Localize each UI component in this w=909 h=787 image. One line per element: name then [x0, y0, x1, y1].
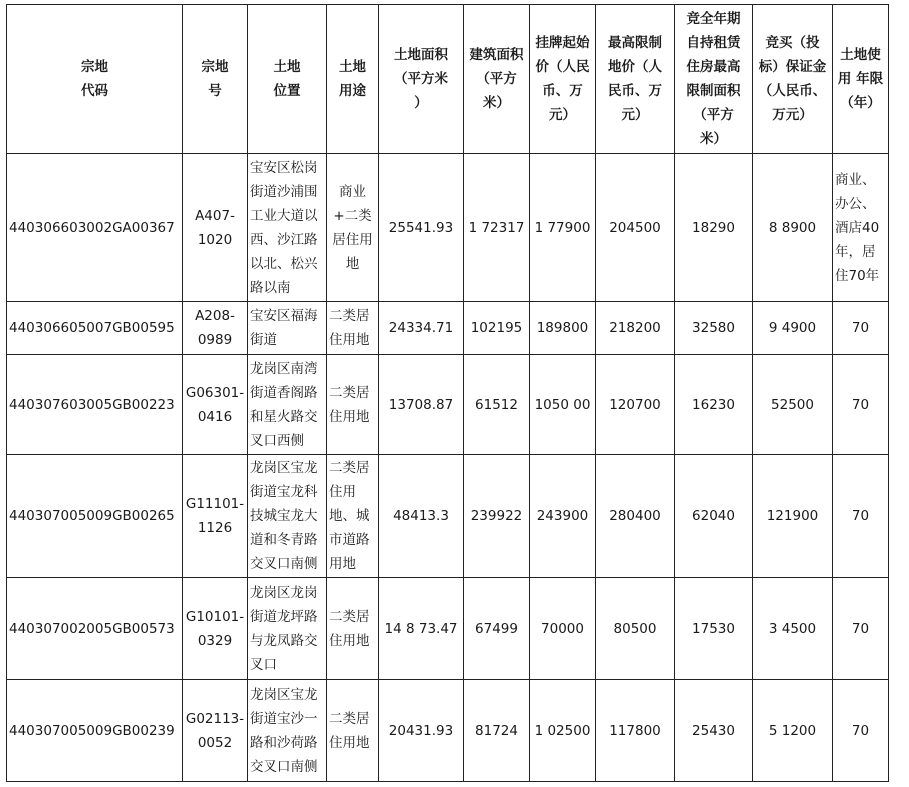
max-price-cell: 218200	[596, 302, 675, 355]
deposit-cell: 3 4500	[753, 578, 833, 680]
rental-area-cell: 16230	[675, 355, 753, 455]
start-price-cell: 243900	[530, 455, 596, 578]
start-price-cell: 1 77900	[530, 154, 596, 302]
parcel-code-cell: 440307005009GB00265	[7, 455, 183, 578]
table-row	[7, 455, 889, 578]
term-cell: 商业、 办公、 酒店40 年，居 住70年	[833, 154, 889, 302]
land-area-cell: 48413.3	[379, 455, 464, 578]
term-cell: 70	[833, 578, 889, 680]
land-area-cell: 25541.93	[379, 154, 464, 302]
land-area-cell: 24334.71	[379, 302, 464, 355]
lot-number-cell: A208- 0989	[183, 302, 248, 355]
header-row	[7, 5, 889, 154]
land-use-cell: 商业 +二类 居住用 地	[327, 154, 379, 302]
land-area-cell: 14 8 73.47	[379, 578, 464, 680]
rental-area-cell: 17530	[675, 578, 753, 680]
parcel-code-cell: 440306605007GB00595	[7, 302, 183, 355]
lot-number-cell: A407- 1020	[183, 154, 248, 302]
max-price-cell: 204500	[596, 154, 675, 302]
parcel-code-cell: 440307002005GB00573	[7, 578, 183, 680]
land-use-cell: 二类居 住用 地、城 市道路 用地	[327, 455, 379, 578]
header-cell-land-use: 土地 用途	[327, 5, 379, 154]
land-area-cell: 20431.93	[379, 680, 464, 782]
term-cell: 70	[833, 455, 889, 578]
parcel-code-cell: 440307603005GB00223	[7, 355, 183, 455]
land-use-cell: 二类居 住用地	[327, 578, 379, 680]
building-area-cell: 239922	[464, 455, 530, 578]
deposit-cell: 52500	[753, 355, 833, 455]
start-price-cell: 1 02500	[530, 680, 596, 782]
max-price-cell: 280400	[596, 455, 675, 578]
lot-number-cell: G11101- 1126	[183, 455, 248, 578]
parcel-code-cell: 440306603002GA00367	[7, 154, 183, 302]
table-row	[7, 355, 889, 455]
max-price-cell: 120700	[596, 355, 675, 455]
table-row	[7, 578, 889, 680]
max-price-cell: 117800	[596, 680, 675, 782]
building-area-cell: 67499	[464, 578, 530, 680]
start-price-cell: 1050 00	[530, 355, 596, 455]
land-area-cell: 13708.87	[379, 355, 464, 455]
location-cell: 龙岗区南湾 街道香阁路 和星火路交 叉口西侧	[248, 355, 327, 455]
location-cell: 龙岗区宝龙 街道宝龙科 技城宝龙大 道和冬青路 交叉口南侧	[248, 455, 327, 578]
building-area-cell: 102195	[464, 302, 530, 355]
deposit-cell: 121900	[753, 455, 833, 578]
start-price-cell: 189800	[530, 302, 596, 355]
header-cell-max-price: 最高限制 地价（人 民币、万 元）	[596, 5, 675, 154]
rental-area-cell: 25430	[675, 680, 753, 782]
header-cell-location: 土地 位置	[248, 5, 327, 154]
header-cell-land-area: 土地面积 （平方米 ）	[379, 5, 464, 154]
rental-area-cell: 32580	[675, 302, 753, 355]
location-cell: 龙岗区宝龙 街道宝沙一 路和沙荷路 交叉口南侧	[248, 680, 327, 782]
deposit-cell: 5 1200	[753, 680, 833, 782]
header-cell-start-price: 挂牌起始 价（人民 币、万 元）	[530, 5, 596, 154]
land-use-cell: 二类居 住用地	[327, 680, 379, 782]
header-cell-lot-number: 宗地 号	[183, 5, 248, 154]
rental-area-cell: 18290	[675, 154, 753, 302]
header-cell-parcel-code: 宗地 代码	[7, 5, 183, 154]
table-row	[7, 302, 889, 355]
parcel-code-cell: 440307005009GB00239	[7, 680, 183, 782]
header-cell-term: 土地使 用 年限 （年）	[833, 5, 889, 154]
lot-number-cell: G06301- 0416	[183, 355, 248, 455]
start-price-cell: 70000	[530, 578, 596, 680]
term-cell: 70	[833, 355, 889, 455]
lot-number-cell: G10101- 0329	[183, 578, 248, 680]
building-area-cell: 1 72317	[464, 154, 530, 302]
building-area-cell: 61512	[464, 355, 530, 455]
header-cell-deposit: 竞买（投 标）保证金 （人民币、 万元）	[753, 5, 833, 154]
deposit-cell: 9 4900	[753, 302, 833, 355]
location-cell: 宝安区松岗 街道沙浦围 工业大道以 西、沙江路 以北、松兴 路以南	[248, 154, 327, 302]
building-area-cell: 81724	[464, 680, 530, 782]
header-cell-rental-area: 竞全年期 自持租赁 住房最高 限制面积 （平方 米）	[675, 5, 753, 154]
lot-number-cell: G02113- 0052	[183, 680, 248, 782]
location-cell: 龙岗区龙岗 街道龙坪路 与龙凤路交 叉口	[248, 578, 327, 680]
rental-area-cell: 62040	[675, 455, 753, 578]
header-cell-building-area: 建筑面积 （平方 米）	[464, 5, 530, 154]
term-cell: 70	[833, 680, 889, 782]
max-price-cell: 80500	[596, 578, 675, 680]
land-use-cell: 二类居 住用地	[327, 302, 379, 355]
table-row	[7, 680, 889, 782]
deposit-cell: 8 8900	[753, 154, 833, 302]
term-cell: 70	[833, 302, 889, 355]
location-cell: 宝安区福海 街道	[248, 302, 327, 355]
land-use-cell: 二类居 住用地	[327, 355, 379, 455]
land-parcel-table	[6, 4, 889, 782]
table-row	[7, 154, 889, 302]
